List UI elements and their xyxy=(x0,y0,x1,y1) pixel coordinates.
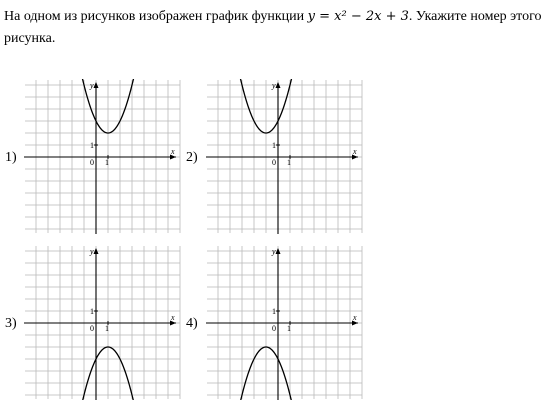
graph-option-2 xyxy=(206,79,363,234)
origin-label: 0 xyxy=(272,158,276,167)
x-axis-label: x xyxy=(353,313,357,322)
y-axis-label: y xyxy=(90,247,94,256)
x-axis-label: x xyxy=(171,313,175,322)
option-label-3: 3) xyxy=(5,316,17,331)
graph-option-4 xyxy=(206,245,363,400)
graph-option-1 xyxy=(24,79,181,234)
y-axis-label: y xyxy=(90,81,94,90)
y-axis-label: y xyxy=(272,81,276,90)
option-label-1: 1) xyxy=(5,150,17,165)
option-label-4: 4) xyxy=(186,316,198,331)
graph-4-svg xyxy=(206,245,363,400)
y-unit-label: 1 xyxy=(272,141,276,150)
x-unit-label: 1 xyxy=(287,158,291,167)
y-axis-label: y xyxy=(272,247,276,256)
task-formula: y = x² − 2x + 3 xyxy=(307,9,409,24)
x-unit-label: 1 xyxy=(105,324,109,333)
task-text-after: . Укажите номер этого рисунка. xyxy=(4,9,542,46)
task-text xyxy=(4,6,545,50)
x-unit-label: 1 xyxy=(287,324,291,333)
graph-2-svg xyxy=(206,79,363,234)
y-unit-label: 1 xyxy=(272,307,276,316)
y-unit-label: 1 xyxy=(90,307,94,316)
origin-label: 0 xyxy=(272,324,276,333)
x-axis-label: x xyxy=(171,147,175,156)
origin-label: 0 xyxy=(90,324,94,333)
graph-1-svg xyxy=(24,79,181,234)
task-text-before: На одном из рисунков изображен график функции xyxy=(4,9,308,24)
graph-3-svg xyxy=(24,245,181,400)
graph-option-3 xyxy=(24,245,181,400)
x-axis-label: x xyxy=(353,147,357,156)
x-unit-label: 1 xyxy=(105,158,109,167)
origin-label: 0 xyxy=(90,158,94,167)
y-unit-label: 1 xyxy=(90,141,94,150)
option-label-2: 2) xyxy=(186,150,198,165)
